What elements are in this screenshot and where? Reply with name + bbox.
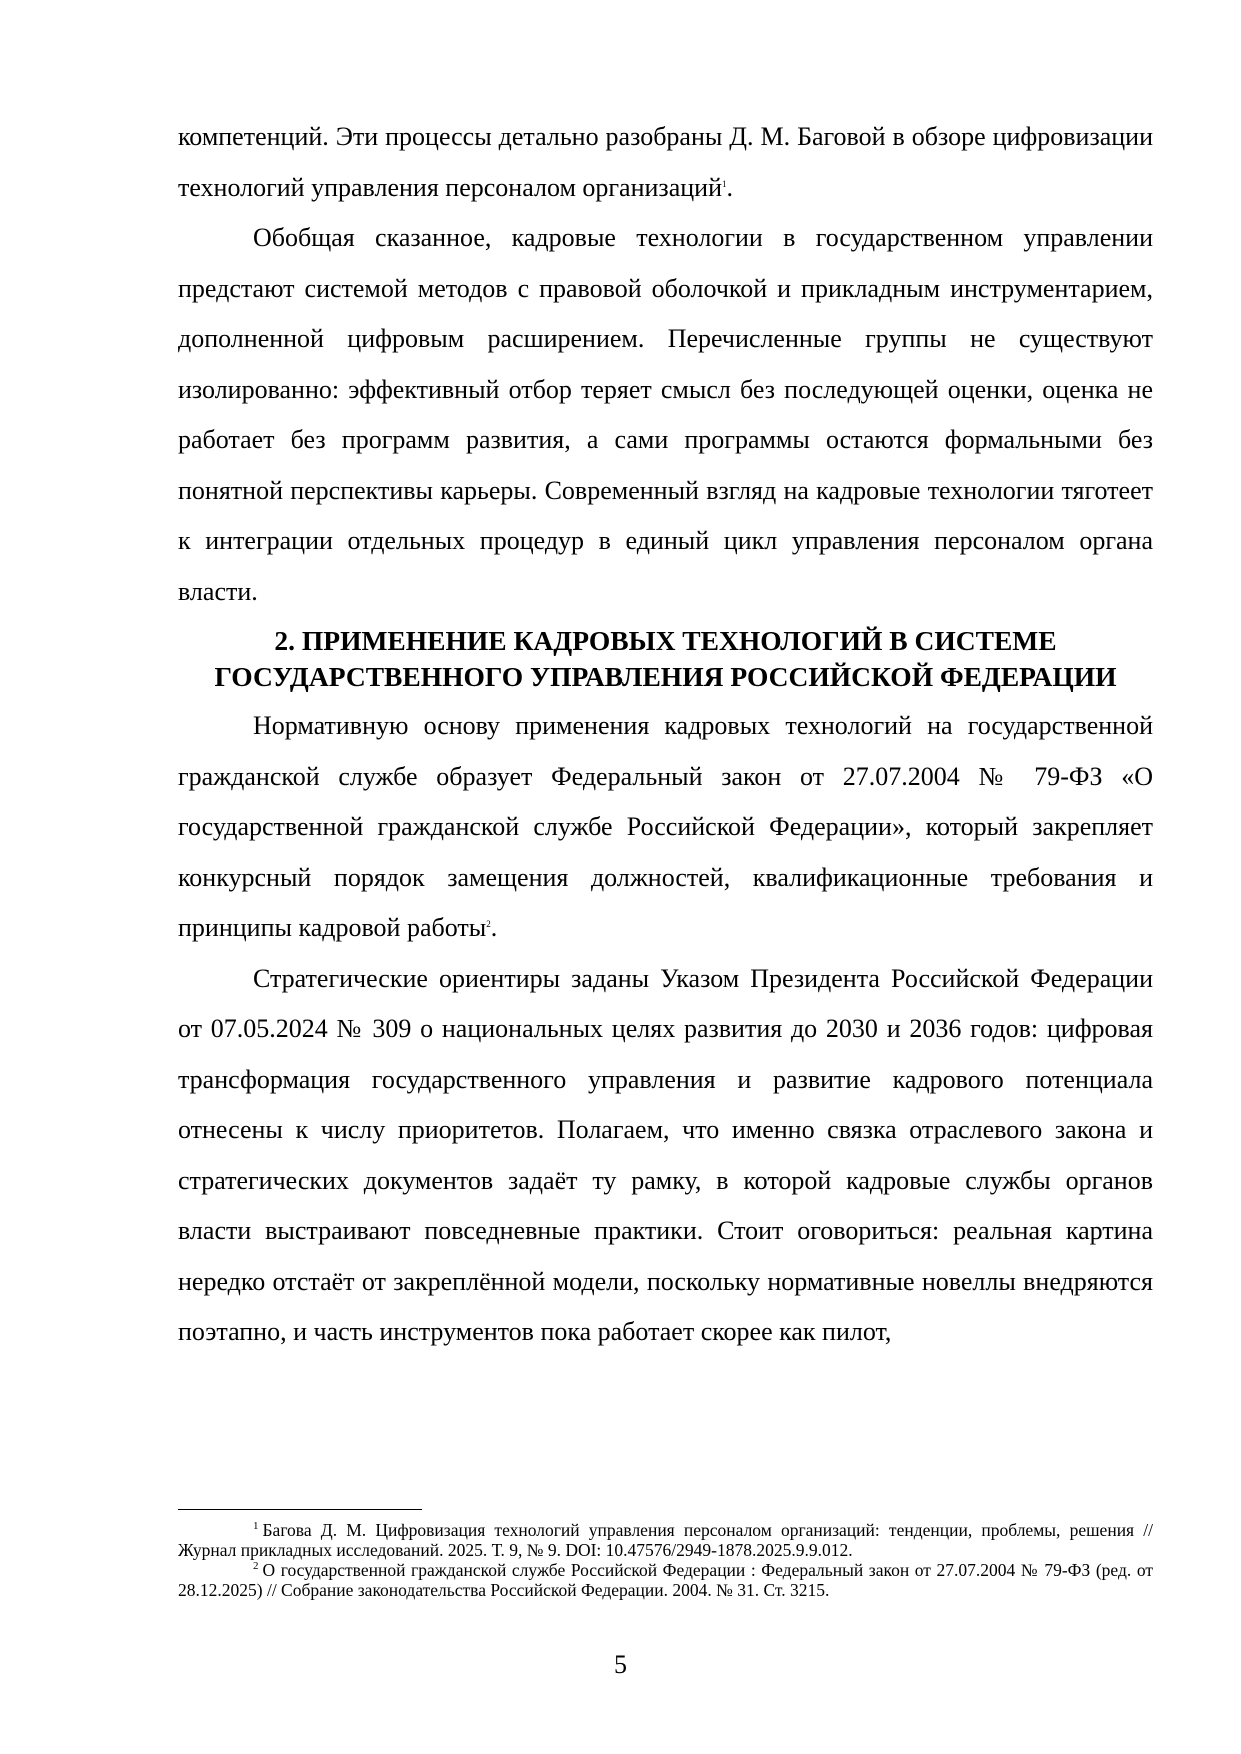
paragraph-continuation: компетенций. Эти процессы детально разобраны Д. М. Баговой в обзоре цифровизации технологий управления персоналом организаций$^1$.: [178, 122, 1153, 202]
footnote-2: [178, 1560, 1153, 1600]
paragraph-strategy: Стратегические ориентиры заданы Указом Президента Российской Федерации от 07.05.2024 № 309 о национальных целях развития до 2030 и 2036 годов: цифровая трансформация государственного управления и развитие кадрового потенциала отнесены к числу приоритетов. Полагаем, что именно связка отраслевого закона и стратегических документов задаёт ту рамку, в которой кадровые службы органов власти выстраивают повседневные практики. Стоит оговориться: реальная картина нередко отстаёт от закреплённой модели, поскольку нормативные новеллы внедряются поэтапно, и часть инструментов пока работает скорее как пилот,: [178, 963, 1153, 1346]
footnote-number: 1: [253, 1520, 259, 1532]
paragraph-summary: Обобщая сказанное, кадровые технологии в государственном управлении предстают системой методов с правовой оболочкой и прикладным инструментарием, дополненной цифровым расширением. Перечисленные группы не существуют изолированно: эффективный отбор теряет смысл без последующей оценки, оценка не работает без программ развития, а сами программы остаются формальными без понятной перспективы карьеры. Современный взгляд на кадровые технологии тяготеет к интеграции отдельных процедур в единый цикл управления персоналом органа власти.: [178, 223, 1153, 606]
footnote-number: 2: [253, 1560, 259, 1572]
page-number: 5: [614, 1650, 627, 1679]
footnote-1: [178, 1520, 1153, 1560]
footnote-text: О государственной гражданской службе Российской Федерации : Федеральный закон от 27.07.2004 № 79-ФЗ (ред. от 28.12.2025) // Собрание законодательства Российской Федерации. 2004. № 31. Ст. 3215.: [178, 1560, 1153, 1600]
footnote-reference-1[interactable]: 1: [721, 178, 727, 189]
footnotes-area: [178, 1509, 1153, 1600]
footnote-separator: [178, 1509, 422, 1510]
paragraph-legal-basis: Нормативную основу применения кадровых технологий на государственной гражданской службе образует Федеральный закон от 27.07.2004 № 79-ФЗ «О государственной гражданской службе Российской Федерации», который закрепляет конкурсный порядок замещения должностей, квалификационные требования и принципы кадровой работы$^2$.: [178, 711, 1153, 942]
section-heading: 2. ПРИМЕНЕНИЕ КАДРОВЫХ ТЕХНОЛОГИЙ В СИСТЕМЕ ГОСУДАРСТВЕННОГО УПРАВЛЕНИЯ РОССИЙСКОЙ ФЕДЕРАЦИИ: [214, 625, 1117, 692]
main-text: [178, 112, 1153, 1358]
footnote-reference-2[interactable]: 2: [486, 919, 491, 929]
footnote-text: Багова Д. М. Цифровизация технологий управления персоналом организаций: тенденции, проблемы, решения // Журнал прикладных исследований. 2025. Т. 9, № 9. DOI: 10.47576/2949-1878.2025.9.9.012.: [178, 1520, 1153, 1560]
